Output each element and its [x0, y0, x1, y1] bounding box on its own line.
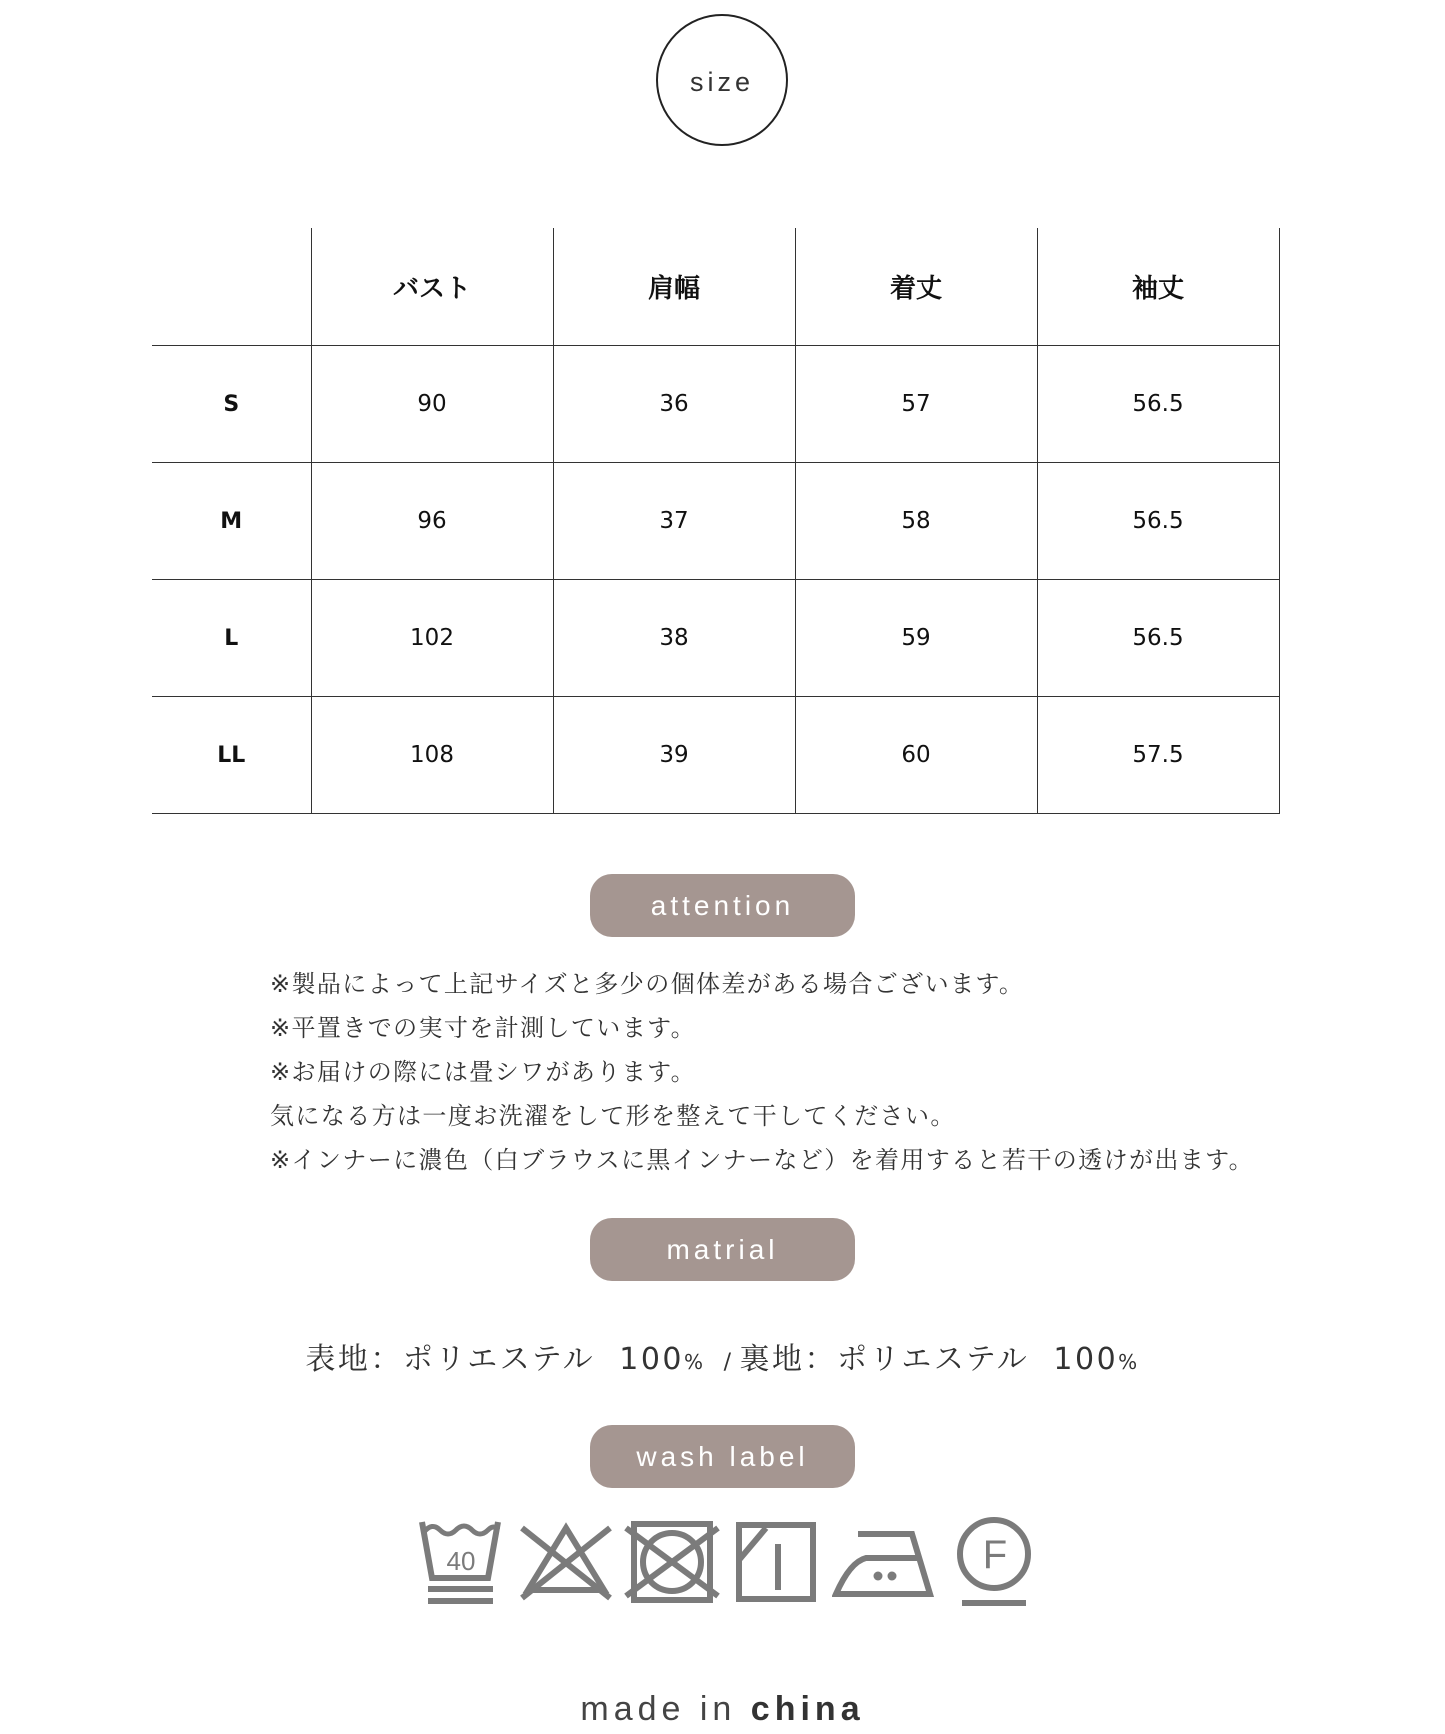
- hand-wash-40-gentle-icon: [416, 1518, 506, 1606]
- header-sleeve-length: 袖丈: [1037, 228, 1279, 346]
- size-label: M: [152, 463, 311, 580]
- cell-length: 58: [795, 463, 1037, 580]
- percent-sign: %: [684, 1350, 706, 1374]
- cell-shoulder: 39: [553, 697, 795, 814]
- table-header-row: [152, 228, 1279, 346]
- size-title-badge: [656, 14, 788, 146]
- header-corner: [152, 228, 311, 346]
- cell-sleeve: 56.5: [1037, 580, 1279, 697]
- table-row: [152, 697, 1279, 814]
- country-of-origin: china: [750, 1690, 865, 1728]
- no-tumble-dry-icon: [624, 1520, 720, 1604]
- size-label: LL: [152, 697, 311, 814]
- cell-shoulder: 36: [553, 346, 795, 463]
- iron-medium-icon: [832, 1528, 936, 1600]
- made-in-label: made in: [580, 1690, 737, 1728]
- no-bleach-icon: [518, 1522, 614, 1602]
- size-label: L: [152, 580, 311, 697]
- cell-bust: 108: [311, 697, 553, 814]
- table-row: [152, 463, 1279, 580]
- note-line: ※製品によって上記サイズと多少の個体差がある場合ございます。: [270, 970, 1025, 998]
- made-in-footer: [0, 1690, 1445, 1729]
- note-line: ※お届けの際には畳シワがあります。: [270, 1058, 696, 1086]
- attention-heading-pill: [590, 874, 855, 937]
- cell-bust: 96: [311, 463, 553, 580]
- outer-fabric-label: 表地：ポリエステル: [305, 1342, 596, 1377]
- note-line: ※平置きでの実寸を計測しています。: [270, 1014, 696, 1042]
- header-length: 着丈: [795, 228, 1037, 346]
- cell-bust: 102: [311, 580, 553, 697]
- lining-fabric-label: 裏地：ポリエステル: [739, 1342, 1030, 1377]
- material-composition: [0, 1334, 1445, 1378]
- material-heading: matrial: [666, 1233, 779, 1265]
- svg-text:40: 40: [446, 1546, 476, 1576]
- attention-heading: attention: [650, 889, 795, 921]
- cell-length: 59: [795, 580, 1037, 697]
- svg-text:F: F: [982, 1533, 1008, 1577]
- cell-length: 60: [795, 697, 1037, 814]
- attention-notes: [270, 962, 1254, 1182]
- note-line: 気になる方は一度お洗濯をして形を整えて干してください。: [270, 1102, 956, 1130]
- table-row: [152, 580, 1279, 697]
- cell-shoulder: 38: [553, 580, 795, 697]
- dry-clean-f-icon: [954, 1516, 1034, 1608]
- header-shoulder-width: 肩幅: [553, 228, 795, 346]
- header-bust: バスト: [311, 228, 553, 346]
- separator: /: [723, 1350, 734, 1375]
- cell-bust: 90: [311, 346, 553, 463]
- size-title: size: [689, 66, 754, 97]
- cell-length: 57: [795, 346, 1037, 463]
- cell-sleeve: 57.5: [1037, 697, 1279, 814]
- wash-label-heading: wash label: [636, 1440, 809, 1472]
- cell-shoulder: 37: [553, 463, 795, 580]
- wash-label-heading-pill: [590, 1425, 855, 1488]
- percent-sign: %: [1118, 1350, 1140, 1374]
- cell-sleeve: 56.5: [1037, 346, 1279, 463]
- outer-fabric-value: 100: [619, 1342, 684, 1377]
- lining-fabric-value: 100: [1053, 1342, 1119, 1377]
- note-line: ※インナーに濃色（白ブラウスに黒インナーなど）を着用すると若干の透けが出ます。: [270, 1146, 1255, 1174]
- material-heading-pill: [590, 1218, 855, 1281]
- size-chart-table: [152, 228, 1280, 814]
- cell-sleeve: 56.5: [1037, 463, 1279, 580]
- size-label: S: [152, 346, 311, 463]
- table-row: [152, 346, 1279, 463]
- line-dry-shade-icon: [734, 1520, 818, 1604]
